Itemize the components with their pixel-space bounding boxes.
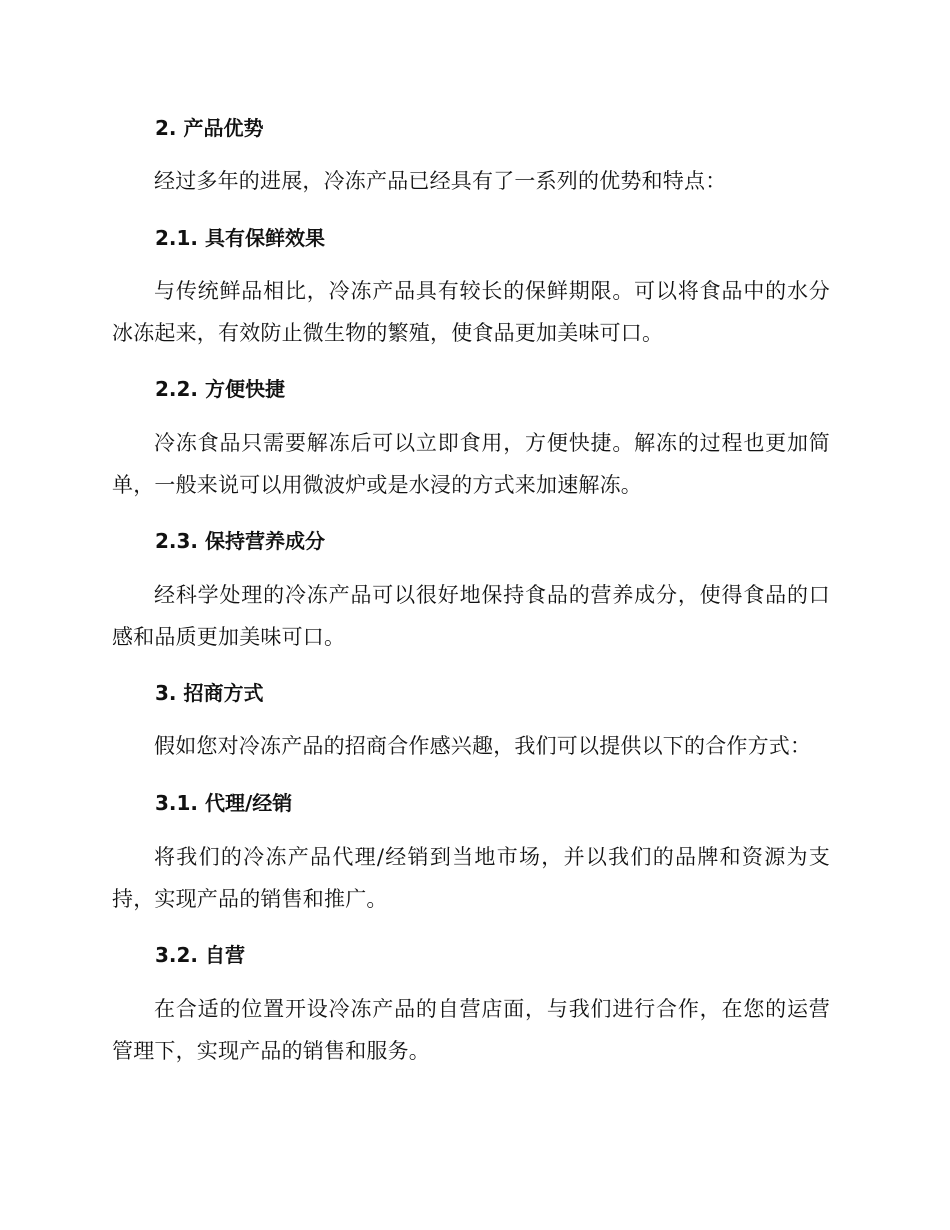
subsection-heading-nutrition: 2.3. 保持营养成分 [155, 529, 325, 553]
paragraph-nutrition: 经科学处理的冷冻产品可以很好地保持食品的营养成分，使得食品的口感和品质更加美味可口。 [112, 583, 830, 649]
paragraph-investment-intro: 假如您对冷冻产品的招商合作感兴趣，我们可以提供以下的合作方式： [154, 734, 812, 758]
subsection-heading-preservation: 2.1. 具有保鲜效果 [155, 226, 325, 250]
subsection-heading-agency: 3.1. 代理/经销 [155, 791, 293, 815]
paragraph-preservation: 与传统鲜品相比，冷冻产品具有较长的保鲜期限。可以将食品中的水分冰冻起来，有效防止微生物的繁殖，使食品更加美味可口。 [112, 279, 830, 345]
subsection-heading-self-operated: 3.2. 自营 [155, 943, 245, 967]
subsection-heading-convenience: 2.2. 方便快捷 [155, 377, 285, 401]
paragraph-self-operated: 在合适的位置开设冷冻产品的自营店面，与我们进行合作，在您的运营管理下，实现产品的销售和服务。 [112, 997, 830, 1063]
paragraph-convenience: 冷冻食品只需要解冻后可以立即食用，方便快捷。解冻的过程也更加简单，一般来说可以用微波炉或是水浸的方式来加速解冻。 [112, 431, 830, 497]
paragraph-agency: 将我们的冷冻产品代理/经销到当地市场，并以我们的品牌和资源为支持，实现产品的销售和推广。 [112, 845, 830, 911]
section-heading-investment-methods: 3. 招商方式 [155, 681, 264, 705]
section-heading-product-advantages: 2. 产品优势 [155, 116, 264, 140]
paragraph-advantages-intro: 经过多年的进展，冷冻产品已经具有了一系列的优势和特点： [154, 169, 727, 193]
